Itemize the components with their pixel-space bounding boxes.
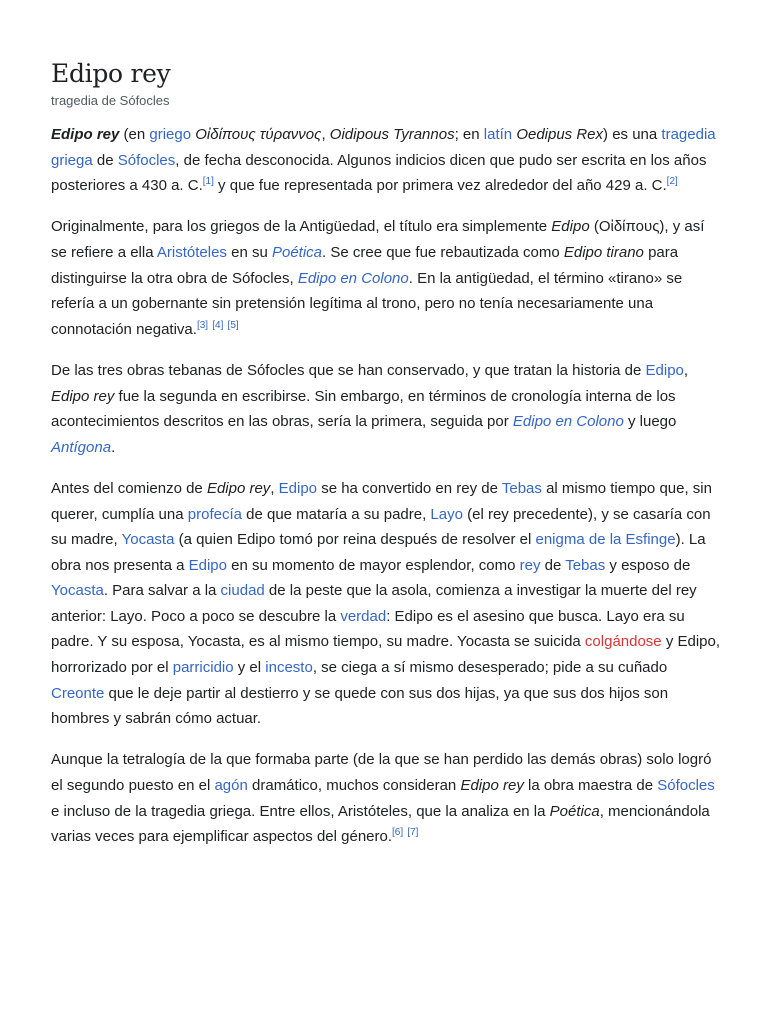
article-link[interactable]: [513, 413, 624, 430]
missing-article-link[interactable]: colgándose: [584, 633, 662, 651]
paragraph-5: [51, 747, 723, 849]
article-header: [51, 58, 721, 110]
citation-link[interactable]: [5]: [227, 319, 239, 331]
italic-text: Edipo rey: [206, 479, 271, 497]
article-body: [51, 122, 723, 865]
article-link[interactable]: agón: [214, 777, 248, 795]
article-link[interactable]: [298, 270, 409, 287]
text-run: e incluso de la tragedia griega. Entre ellos, Aristóteles, que la analiza en la: [51, 802, 550, 820]
link-italic-text: Poética: [271, 243, 323, 261]
text-run: de: [92, 151, 118, 169]
text-run: De las tres obras tebanas de Sófocles que se han conservado, y que tratan la historia de: [51, 361, 646, 379]
citation-ref: [407, 827, 418, 838]
article-link[interactable]: rey: [519, 556, 541, 574]
citation-link[interactable]: [4]: [212, 319, 224, 331]
text-run: , se ciega a sí mismo desesperado; pide a su cuñado: [312, 659, 668, 677]
text-run: para distinguirse la otra obra de Sófocles,: [51, 243, 679, 287]
text-run: (el rey precedente), y se casaría con su madre,: [51, 505, 711, 549]
citation-ref: [667, 176, 678, 187]
bold-term: Edipo rey: [51, 126, 120, 143]
text-run: : Edipo es el asesino que busca. Layo era su padre. Y su esposa, Yocasta, es al mismo tiempo, su madre. Yocasta se suicida: [51, 607, 685, 651]
text-run: . Se cree que fue rebautizada como: [322, 243, 564, 261]
text-run: Originalmente, para los griegos de la Antigüedad, el título era simplemente: [51, 218, 552, 236]
article-link[interactable]: [51, 439, 111, 456]
text-run: ,: [270, 479, 279, 497]
text-run: fue la segunda en escribirse. Sin embargo, en términos de cronología interna de los acontecimientos descritos en las obras, sería la primera, seguida por: [51, 387, 676, 431]
citation-ref: [212, 320, 223, 331]
article-link[interactable]: Tebas: [501, 479, 542, 497]
italic-text: Edipo rey: [51, 387, 115, 405]
text-run: en su: [226, 243, 272, 261]
text-run: Antes del comienzo de: [51, 479, 207, 497]
article-link[interactable]: [272, 244, 322, 261]
article-link[interactable]: Edipo: [645, 361, 684, 379]
paragraph-4: [51, 476, 723, 732]
article-link[interactable]: Edipo: [278, 479, 318, 497]
text-run: en su momento de mayor esplendor, como: [226, 556, 520, 574]
citation-link[interactable]: [7]: [407, 827, 419, 839]
citation-ref: [203, 176, 214, 187]
paragraph-3: [51, 358, 723, 460]
article-link[interactable]: parricidio: [172, 659, 234, 677]
italic-text: Poética: [549, 802, 600, 820]
italic-text: Edipo tirano: [563, 243, 644, 261]
text-run: ,: [683, 361, 689, 379]
text-run: dramático, muchos consideran: [247, 777, 461, 795]
italic-text: Οἰδίπους τύραννος: [195, 126, 322, 143]
italic-text: Oidipous Tyrannos: [329, 126, 455, 143]
italic-text: Edipo: [551, 218, 590, 236]
article-link[interactable]: Yocasta: [51, 582, 104, 600]
text-run: de: [540, 556, 566, 574]
paragraph-2: [51, 214, 723, 342]
paragraph-1: [51, 122, 723, 199]
page-title: Edipo rey: [51, 59, 171, 88]
article-link[interactable]: Creonte: [51, 684, 105, 702]
italic-text: Edipo rey: [460, 777, 524, 795]
text-run: Aunque la tetralogía de la que formaba parte (de la que se han perdido las demás obras) solo logró el segundo puesto en el: [51, 751, 712, 795]
text-run: (Οἰδίπους), y así se refiere a ella: [51, 218, 705, 261]
text-run: y que fue representada por primera vez alrededor del año 429 a. C.: [213, 177, 667, 195]
text-run: , mencionándola varias veces para ejemplificar aspectos del género.: [51, 802, 710, 846]
article-link[interactable]: latín: [483, 126, 513, 143]
article-link[interactable]: verdad: [340, 607, 387, 625]
text-run: , de fecha desconocida. Algunos indicios dicen que pudo ser escrita en los años posteriores a 430 a. C.: [51, 151, 707, 195]
text-run: la obra maestra de: [523, 777, 658, 795]
page-subtitle: tragedia de Sófocles: [51, 93, 170, 108]
citation-link[interactable]: [3]: [196, 319, 209, 331]
citation-ref: [392, 827, 403, 838]
article-link[interactable]: Sófocles: [657, 777, 715, 795]
text-run: de que mataría a su padre,: [241, 505, 431, 523]
article-link[interactable]: profecía: [187, 505, 242, 523]
citation-link[interactable]: [2]: [666, 176, 678, 188]
text-run: (a quien Edipo tomó por reina después de resolver el: [174, 531, 536, 549]
article-link[interactable]: ciudad: [220, 582, 265, 600]
italic-text: Oedipus Rex: [516, 126, 604, 143]
text-run: . En la antigüedad, el término «tirano» se refería a un gobernante sin pretensión legítima al trono, pero no tenía necesariamente una connotación negativa.: [51, 269, 683, 338]
citation-ref: [228, 320, 239, 331]
citation-link[interactable]: [6]: [392, 827, 404, 839]
article-link[interactable]: tragedia griega: [51, 126, 716, 169]
article-link[interactable]: enigma de la Esfinge: [535, 531, 676, 549]
citation-link[interactable]: [1]: [202, 176, 214, 188]
article-link[interactable]: incesto: [265, 659, 313, 677]
text-run: y Edipo, horrorizado por el: [51, 633, 721, 677]
link-italic-text: Antígona: [51, 438, 112, 456]
citation-ref: [197, 320, 208, 331]
link-italic-text: Edipo en Colono: [297, 269, 409, 287]
text-run: y esposo de: [605, 556, 691, 574]
text-run: al mismo tiempo que, sin querer, cumplía una: [51, 479, 712, 523]
article-link[interactable]: Edipo: [188, 556, 227, 574]
text-run: y el: [233, 659, 266, 677]
text-run: se ha convertido en rey de: [317, 479, 502, 497]
article-link[interactable]: Yocasta: [121, 531, 175, 549]
text-run: de la peste que la asola, comienza a investigar la muerte del rey anterior: Layo. Poco a poco se descubre la: [51, 582, 697, 625]
article-link[interactable]: Layo: [430, 505, 463, 523]
text-run: ,: [321, 126, 330, 143]
text-run: .: [111, 438, 116, 456]
article-link[interactable]: Aristóteles: [156, 243, 227, 261]
text-run: y luego: [623, 413, 677, 431]
article-link[interactable]: griego: [149, 126, 192, 143]
text-run: que le deje partir al destierro y se quede con sus dos hijas, ya que sus dos hijos son hombres y sabrán cómo actuar.: [51, 684, 669, 728]
text-run: (en: [119, 126, 150, 143]
text-run: . Para salvar a la: [103, 582, 221, 600]
article-link[interactable]: Sófocles: [117, 151, 176, 169]
text-run: ; en: [454, 126, 484, 143]
link-italic-text: Edipo en Colono: [512, 413, 624, 431]
text-run: ) es una: [603, 126, 662, 143]
text-run: ). La obra nos presenta a: [51, 531, 706, 574]
article-link[interactable]: Tebas: [565, 556, 606, 574]
